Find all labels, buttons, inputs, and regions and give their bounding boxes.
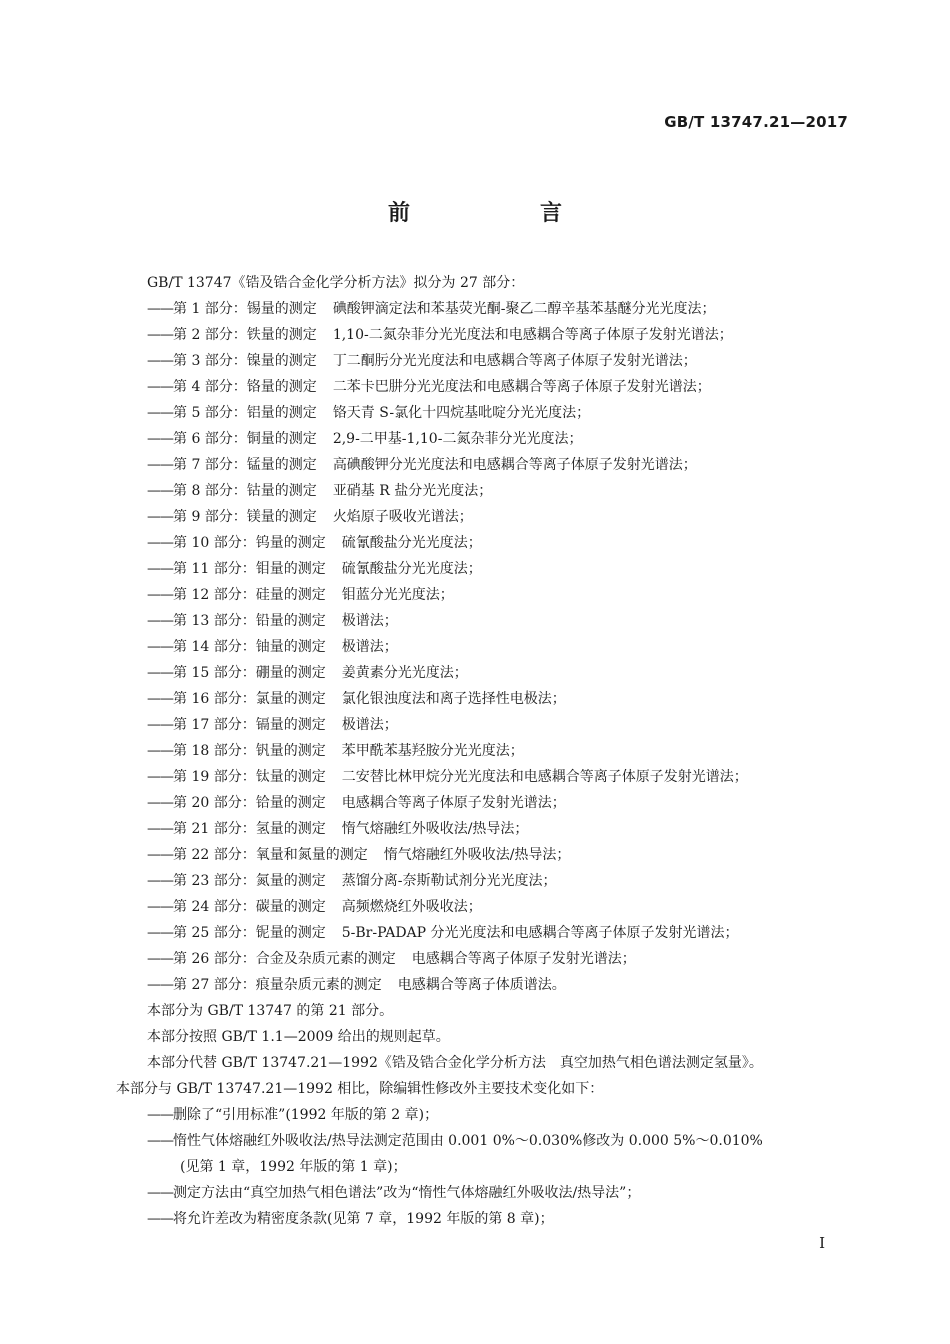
part-heading: 第 15 部分：硼量的测定 — [173, 665, 326, 681]
part-method: 硫氰酸盐分光光度法； — [341, 561, 482, 577]
dash-mark: —— — [147, 665, 173, 681]
dash-mark: —— — [147, 483, 173, 499]
part-list-item — [116, 582, 856, 608]
replacement-paragraph: 本部分代替 GB/T 13747.21—1992《锆及锆合金化学分析方法 真空加热气相色谱法测定氢量》。 — [147, 1055, 763, 1071]
part-list-item — [116, 790, 856, 816]
part-list-item — [116, 452, 856, 478]
part-heading: 第 6 部分：铜量的测定 — [173, 431, 317, 447]
part-list-item — [116, 686, 856, 712]
change-text: 测定方法由“真空加热气相色谱法”改为“惰性气体熔融红外吸收法/热导法”； — [173, 1185, 641, 1201]
part-heading: 第 11 部分：钼量的测定 — [173, 561, 326, 577]
dash-mark: —— — [147, 379, 173, 395]
part-method: 亚硝基 R 盐分光光度法； — [332, 483, 493, 499]
dash-mark: —— — [147, 1133, 173, 1149]
part-heading: 第 4 部分：铬量的测定 — [173, 379, 317, 395]
dash-mark: —— — [147, 925, 173, 941]
part-method: 2,9-二甲基-1,10-二氮杂菲分光光度法； — [332, 431, 583, 447]
intro-paragraph: GB/T 13747《锆及锆合金化学分析方法》拟分为 27 部分： — [147, 275, 525, 291]
part-heading: 第 23 部分：氮量的测定 — [173, 873, 326, 889]
part-list-item — [116, 842, 856, 868]
part-list-item — [116, 348, 856, 374]
dash-mark: —— — [147, 613, 173, 629]
dash-mark: —— — [147, 457, 173, 473]
part-heading: 第 24 部分：碳量的测定 — [173, 899, 326, 915]
part-heading: 第 2 部分：铁量的测定 — [173, 327, 317, 343]
part-heading: 第 5 部分：铝量的测定 — [173, 405, 317, 421]
dash-mark: —— — [147, 691, 173, 707]
part-method: 蒸馏分离-奈斯勒试剂分光光度法； — [341, 873, 557, 889]
dash-mark: —— — [147, 847, 173, 863]
dash-mark: —— — [147, 977, 173, 993]
comparison-paragraph: 本部分与 GB/T 13747.21—1992 相比，除编辑性修改外主要技术变化如下： — [116, 1081, 604, 1097]
part-method: 惰气熔融红外吸收法/热导法； — [383, 847, 571, 863]
part-method: 硫氰酸盐分光光度法； — [341, 535, 482, 551]
part-heading: 第 20 部分：铪量的测定 — [173, 795, 326, 811]
part-heading: 第 10 部分：钨量的测定 — [173, 535, 326, 551]
part-method: 电感耦合等离子体质谱法。 — [397, 977, 566, 993]
dash-mark: —— — [147, 899, 173, 915]
part-method: 姜黄素分光光度法； — [341, 665, 468, 681]
dash-mark: —— — [147, 1107, 173, 1123]
dash-mark: —— — [147, 353, 173, 369]
part-list-item — [116, 400, 856, 426]
dash-mark: —— — [147, 1185, 173, 1201]
part-heading: 第 3 部分：镍量的测定 — [173, 353, 317, 369]
part-list-item — [116, 738, 856, 764]
dash-mark: —— — [147, 743, 173, 759]
dash-mark: —— — [147, 509, 173, 525]
part-list-item — [116, 322, 856, 348]
part-method: 碘酸钾滴定法和苯基荧光酮-聚乙二醇辛基苯基醚分光光度法； — [332, 301, 716, 317]
part-list-item — [116, 608, 856, 634]
change-item — [116, 1128, 856, 1154]
part-method: 二苯卡巴肼分光光度法和电感耦合等离子体原子发射光谱法； — [332, 379, 711, 395]
part-list-item — [116, 868, 856, 894]
part-method: 极谱法； — [341, 639, 398, 655]
part-method: 极谱法； — [341, 717, 398, 733]
part-method: 高频燃烧红外吸收法； — [341, 899, 482, 915]
part-method: 二安替比林甲烷分光光度法和电感耦合等离子体原子发射光谱法； — [341, 769, 748, 785]
part-heading: 第 9 部分：镁量的测定 — [173, 509, 317, 525]
part-list-item — [116, 478, 856, 504]
change-item — [116, 1102, 856, 1128]
part-method: 氯化银浊度法和离子选择性电极法； — [341, 691, 566, 707]
dash-mark: —— — [147, 769, 173, 785]
part-heading: 第 7 部分：锰量的测定 — [173, 457, 317, 473]
part-method: 丁二酮肟分光光度法和电感耦合等离子体原子发射光谱法； — [332, 353, 697, 369]
dash-mark: —— — [147, 561, 173, 577]
part-method: 苯甲酰苯基羟胺分光光度法； — [341, 743, 524, 759]
part-list-item — [116, 920, 856, 946]
part-list-item — [116, 764, 856, 790]
dash-mark: —— — [147, 821, 173, 837]
part-method: 5-Br-PADAP 分光光度法和电感耦合等离子体原子发射光谱法； — [341, 925, 739, 941]
part-list-item — [116, 946, 856, 972]
part-method: 电感耦合等离子体原子发射光谱法； — [411, 951, 636, 967]
part-number-paragraph: 本部分为 GB/T 13747 的第 21 部分。 — [147, 1003, 394, 1019]
part-method: 铬天青 S-氯化十四烷基吡啶分光光度法； — [332, 405, 591, 421]
part-list-item — [116, 556, 856, 582]
dash-mark: —— — [147, 639, 173, 655]
part-list-item — [116, 660, 856, 686]
part-list-item — [116, 712, 856, 738]
dash-mark: —— — [147, 535, 173, 551]
dash-mark: —— — [147, 301, 173, 317]
part-list-item — [116, 634, 856, 660]
part-heading: 第 17 部分：镉量的测定 — [173, 717, 326, 733]
part-method: 极谱法； — [341, 613, 398, 629]
dash-mark: —— — [147, 1211, 173, 1227]
part-heading: 第 16 部分：氯量的测定 — [173, 691, 326, 707]
dash-mark: —— — [147, 327, 173, 343]
part-method: 钼蓝分光光度法； — [341, 587, 454, 603]
drafting-rules-paragraph: 本部分按照 GB/T 1.1—2009 给出的规则起草。 — [147, 1029, 450, 1045]
part-list-item — [116, 816, 856, 842]
part-list-item — [116, 296, 856, 322]
page-number: I — [819, 1234, 825, 1252]
part-heading: 第 19 部分：钛量的测定 — [173, 769, 326, 785]
change-text: 将允许差改为精密度条款(见第 7 章，1992 年版的第 8 章)； — [173, 1211, 554, 1227]
part-heading: 第 8 部分：钴量的测定 — [173, 483, 317, 499]
part-method: 电感耦合等离子体原子发射光谱法； — [341, 795, 566, 811]
part-heading: 第 22 部分：氧量和氮量的测定 — [173, 847, 368, 863]
part-heading: 第 18 部分：钒量的测定 — [173, 743, 326, 759]
part-list-item — [116, 530, 856, 556]
dash-mark: —— — [147, 951, 173, 967]
change-item-continuation: (见第 1 章，1992 年版的第 1 章)； — [180, 1159, 407, 1175]
part-list-item — [116, 504, 856, 530]
part-heading: 第 1 部分：锡量的测定 — [173, 301, 317, 317]
part-heading: 第 12 部分：硅量的测定 — [173, 587, 326, 603]
part-heading: 第 25 部分：铌量的测定 — [173, 925, 326, 941]
part-heading: 第 27 部分：痕量杂质元素的测定 — [173, 977, 382, 993]
part-list-item — [116, 972, 856, 998]
part-heading: 第 13 部分：铅量的测定 — [173, 613, 326, 629]
dash-mark: —— — [147, 405, 173, 421]
part-list-item — [116, 374, 856, 400]
part-method: 惰气熔融红外吸收法/热导法； — [341, 821, 529, 837]
dash-mark: —— — [147, 717, 173, 733]
change-text: 惰性气体熔融红外吸收法/热导法测定范围由 0.001 0%～0.030%修改为 0.000 5%～0.010% — [173, 1133, 763, 1149]
parts-list — [116, 296, 856, 998]
change-text: 删除了“引用标准”(1992 年版的第 2 章)； — [173, 1107, 439, 1123]
page-title: 前 言 — [387, 201, 616, 226]
part-method: 1,10-二氮杂菲分光光度法和电感耦合等离子体原子发射光谱法； — [332, 327, 733, 343]
part-list-item — [116, 426, 856, 452]
document-body — [116, 270, 856, 1232]
standard-code: GB/T 13747.21—2017 — [664, 113, 848, 131]
part-heading: 第 26 部分：合金及杂质元素的测定 — [173, 951, 396, 967]
change-item — [116, 1206, 856, 1232]
dash-mark: —— — [147, 873, 173, 889]
dash-mark: —— — [147, 587, 173, 603]
part-heading: 第 14 部分：铀量的测定 — [173, 639, 326, 655]
dash-mark: —— — [147, 795, 173, 811]
part-method: 火焰原子吸收光谱法； — [332, 509, 473, 525]
change-item — [116, 1180, 856, 1206]
part-heading: 第 21 部分：氢量的测定 — [173, 821, 326, 837]
part-method: 高碘酸钾分光光度法和电感耦合等离子体原子发射光谱法； — [332, 457, 697, 473]
part-list-item — [116, 894, 856, 920]
dash-mark: —— — [147, 431, 173, 447]
